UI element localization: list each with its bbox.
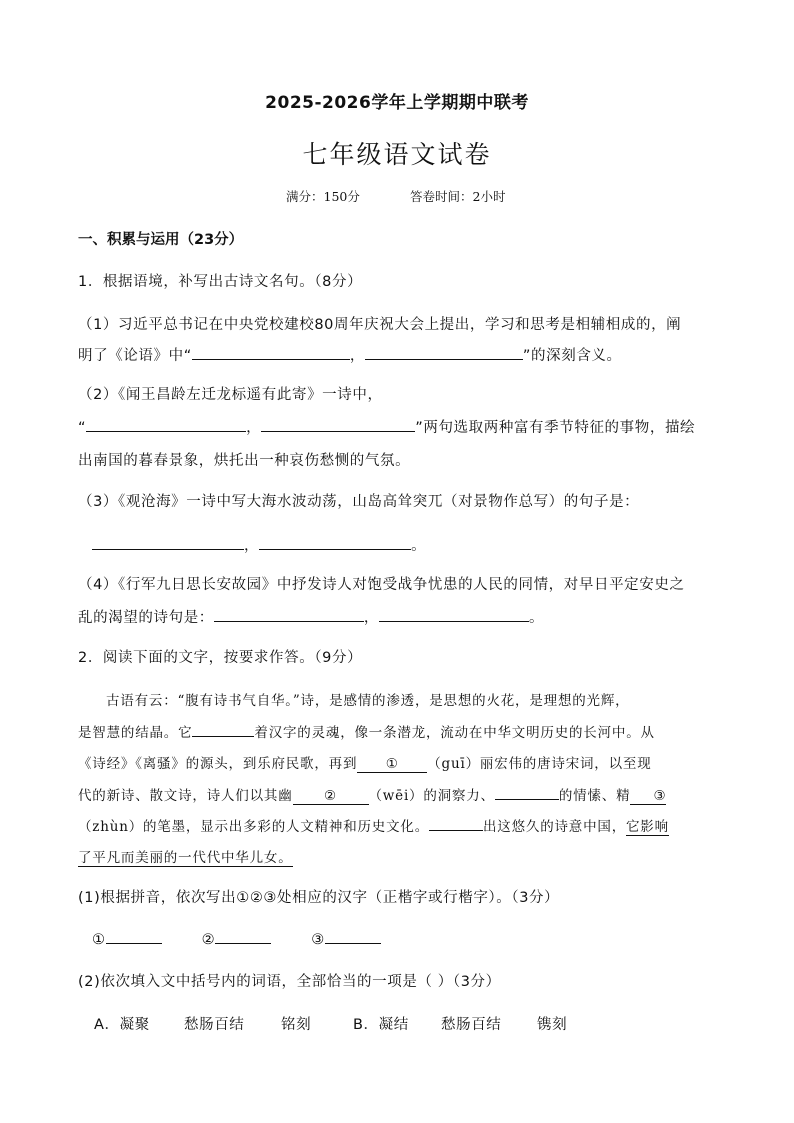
- answer-blank[interactable]: [215, 929, 271, 944]
- answer-blank[interactable]: [92, 535, 244, 550]
- q2-sub1: (1)根据拼音，依次写出①②③处相应的汉字（正楷字或行楷字）。（3分）: [78, 890, 560, 906]
- subject-title: 七年级语文试卷: [302, 140, 492, 169]
- passage-text: 代的新诗、散文诗，诗人们以其幽: [78, 788, 293, 804]
- passage-text: （wēi）的洞察力、: [368, 788, 495, 804]
- passage-text: （guī）丽宏伟的唐诗宋词，以至现: [427, 756, 652, 772]
- q1-sub1-text-a: 明了《论语》中“: [78, 348, 192, 364]
- answer-blank[interactable]: [325, 929, 381, 944]
- circled-number: ③: [311, 932, 325, 948]
- answer-blank[interactable]: [261, 417, 415, 432]
- q1-sub4-text-a: 乱的渴望的诗句是：: [78, 610, 214, 626]
- blank-mark-2[interactable]: ②: [293, 788, 369, 805]
- q2-sub1-answers: [92, 929, 381, 948]
- q1-sub2-open-quote: “: [78, 420, 87, 436]
- full-marks: 满分：150分: [286, 189, 360, 204]
- option-b-word-3: 镌刻: [537, 1017, 568, 1033]
- passage-line-5: [78, 815, 669, 835]
- passage-text: 《诗经》《离骚》的源头，到乐府民歌，再到: [78, 756, 358, 772]
- option-a-word-2: 愁肠百结: [184, 1017, 245, 1033]
- passage-line-1: 古语有云：“腹有诗书气自华。”诗，是感情的渗透，是思想的火花，是理想的光辉，: [106, 693, 630, 709]
- option-b[interactable]: B．凝结: [353, 1017, 409, 1033]
- passage-line-3: [78, 752, 652, 773]
- q2-sub2: (2)依次填入文中括号内的词语，全部恰当的一项是（ ）（3分）: [78, 974, 501, 990]
- q1-sub1-line1: （1）习近平总书记在中央党校建校80周年庆祝大会上提出，学习和思考是相辅相成的，阐: [78, 317, 682, 333]
- q1-sub2-comma: ，: [246, 420, 262, 436]
- question-2-stem: 2．阅读下面的文字，按要求作答。（9分）: [78, 650, 363, 666]
- q1-sub4-line2: [78, 606, 544, 627]
- underlined-sentence: 它影响: [626, 819, 669, 835]
- answer-blank[interactable]: [379, 607, 529, 622]
- circled-number: ②: [201, 932, 216, 948]
- q1-sub1-comma: ，: [349, 348, 365, 364]
- passage-line-2: [78, 721, 655, 741]
- answer-blank[interactable]: [429, 816, 483, 831]
- passage-line-6: [78, 846, 293, 866]
- passage-text: 的情愫、精: [558, 788, 631, 804]
- q1-sub2-line3: 出南国的暮春景象，烘托出一种哀伤愁恻的气氛。: [78, 453, 411, 469]
- answer-blank[interactable]: [86, 417, 246, 432]
- answer-blank[interactable]: [192, 345, 350, 360]
- q1-sub2-line1: （2）《闻王昌龄左迁龙标遥有此寄》一诗中，: [78, 387, 383, 403]
- passage-text: 是智慧的结晶。它: [78, 725, 193, 741]
- exam-title: 2025-2026学年上学期期中联考: [265, 93, 529, 113]
- answer-blank[interactable]: [259, 535, 411, 550]
- answer-blank[interactable]: [106, 929, 162, 944]
- q1-sub3-line1: （3）《观沧海》一诗中写大海水波动荡，山岛高耸突兀（对景物作总写）的句子是：: [78, 494, 640, 510]
- q1-sub4-period: 。: [529, 610, 545, 626]
- q1-sub3-line2: [92, 534, 426, 555]
- q1-sub1-line2: [78, 344, 622, 365]
- option-a[interactable]: A．凝聚: [94, 1017, 150, 1033]
- answer-blank[interactable]: [214, 607, 364, 622]
- q1-sub3-comma: ，: [244, 538, 260, 554]
- answer-blank[interactable]: [495, 785, 559, 800]
- q1-sub2-text-b: ”两句选取两种富有季节特征的事物，描绘: [415, 420, 696, 436]
- answer-blank[interactable]: [192, 722, 254, 737]
- option-b-word-2: 愁肠百结: [441, 1017, 502, 1033]
- exam-duration: 答卷时间：2小时: [410, 189, 506, 204]
- underlined-sentence: 了平凡而美丽的一代代中华儿女。: [78, 850, 293, 866]
- q1-sub1-text-b: ”的深刻含义。: [522, 348, 622, 364]
- passage-line-4: [78, 784, 666, 805]
- passage-text: （zhùn）的笔墨，显示出多彩的人文精神和历史文化。: [78, 819, 429, 835]
- answer-blank[interactable]: [365, 345, 523, 360]
- blank-mark-1[interactable]: ①: [357, 756, 427, 773]
- blank-mark-3[interactable]: ③: [630, 788, 666, 805]
- passage-text: 着汉字的灵魂，像一条潜龙，流动在中华文明历史的长河中。从: [254, 725, 655, 741]
- q1-sub4-line1: （4）《行军九日思长安故园》中抒发诗人对饱受战争忧患的人民的同情，对早日平定安史之: [78, 577, 685, 593]
- q1-sub2-line2: [78, 416, 695, 437]
- option-a-word-3: 铭刻: [281, 1017, 312, 1033]
- q1-sub4-comma: ，: [363, 610, 380, 626]
- section-heading: 一、积累与运用（23分）: [78, 232, 244, 248]
- q1-sub3-period: 。: [411, 538, 427, 554]
- question-1-stem: 1．根据语境，补写出古诗文名句。（8分）: [78, 274, 363, 290]
- passage-text: 出这悠久的诗意中国，: [483, 819, 626, 835]
- circled-number: ①: [92, 932, 106, 948]
